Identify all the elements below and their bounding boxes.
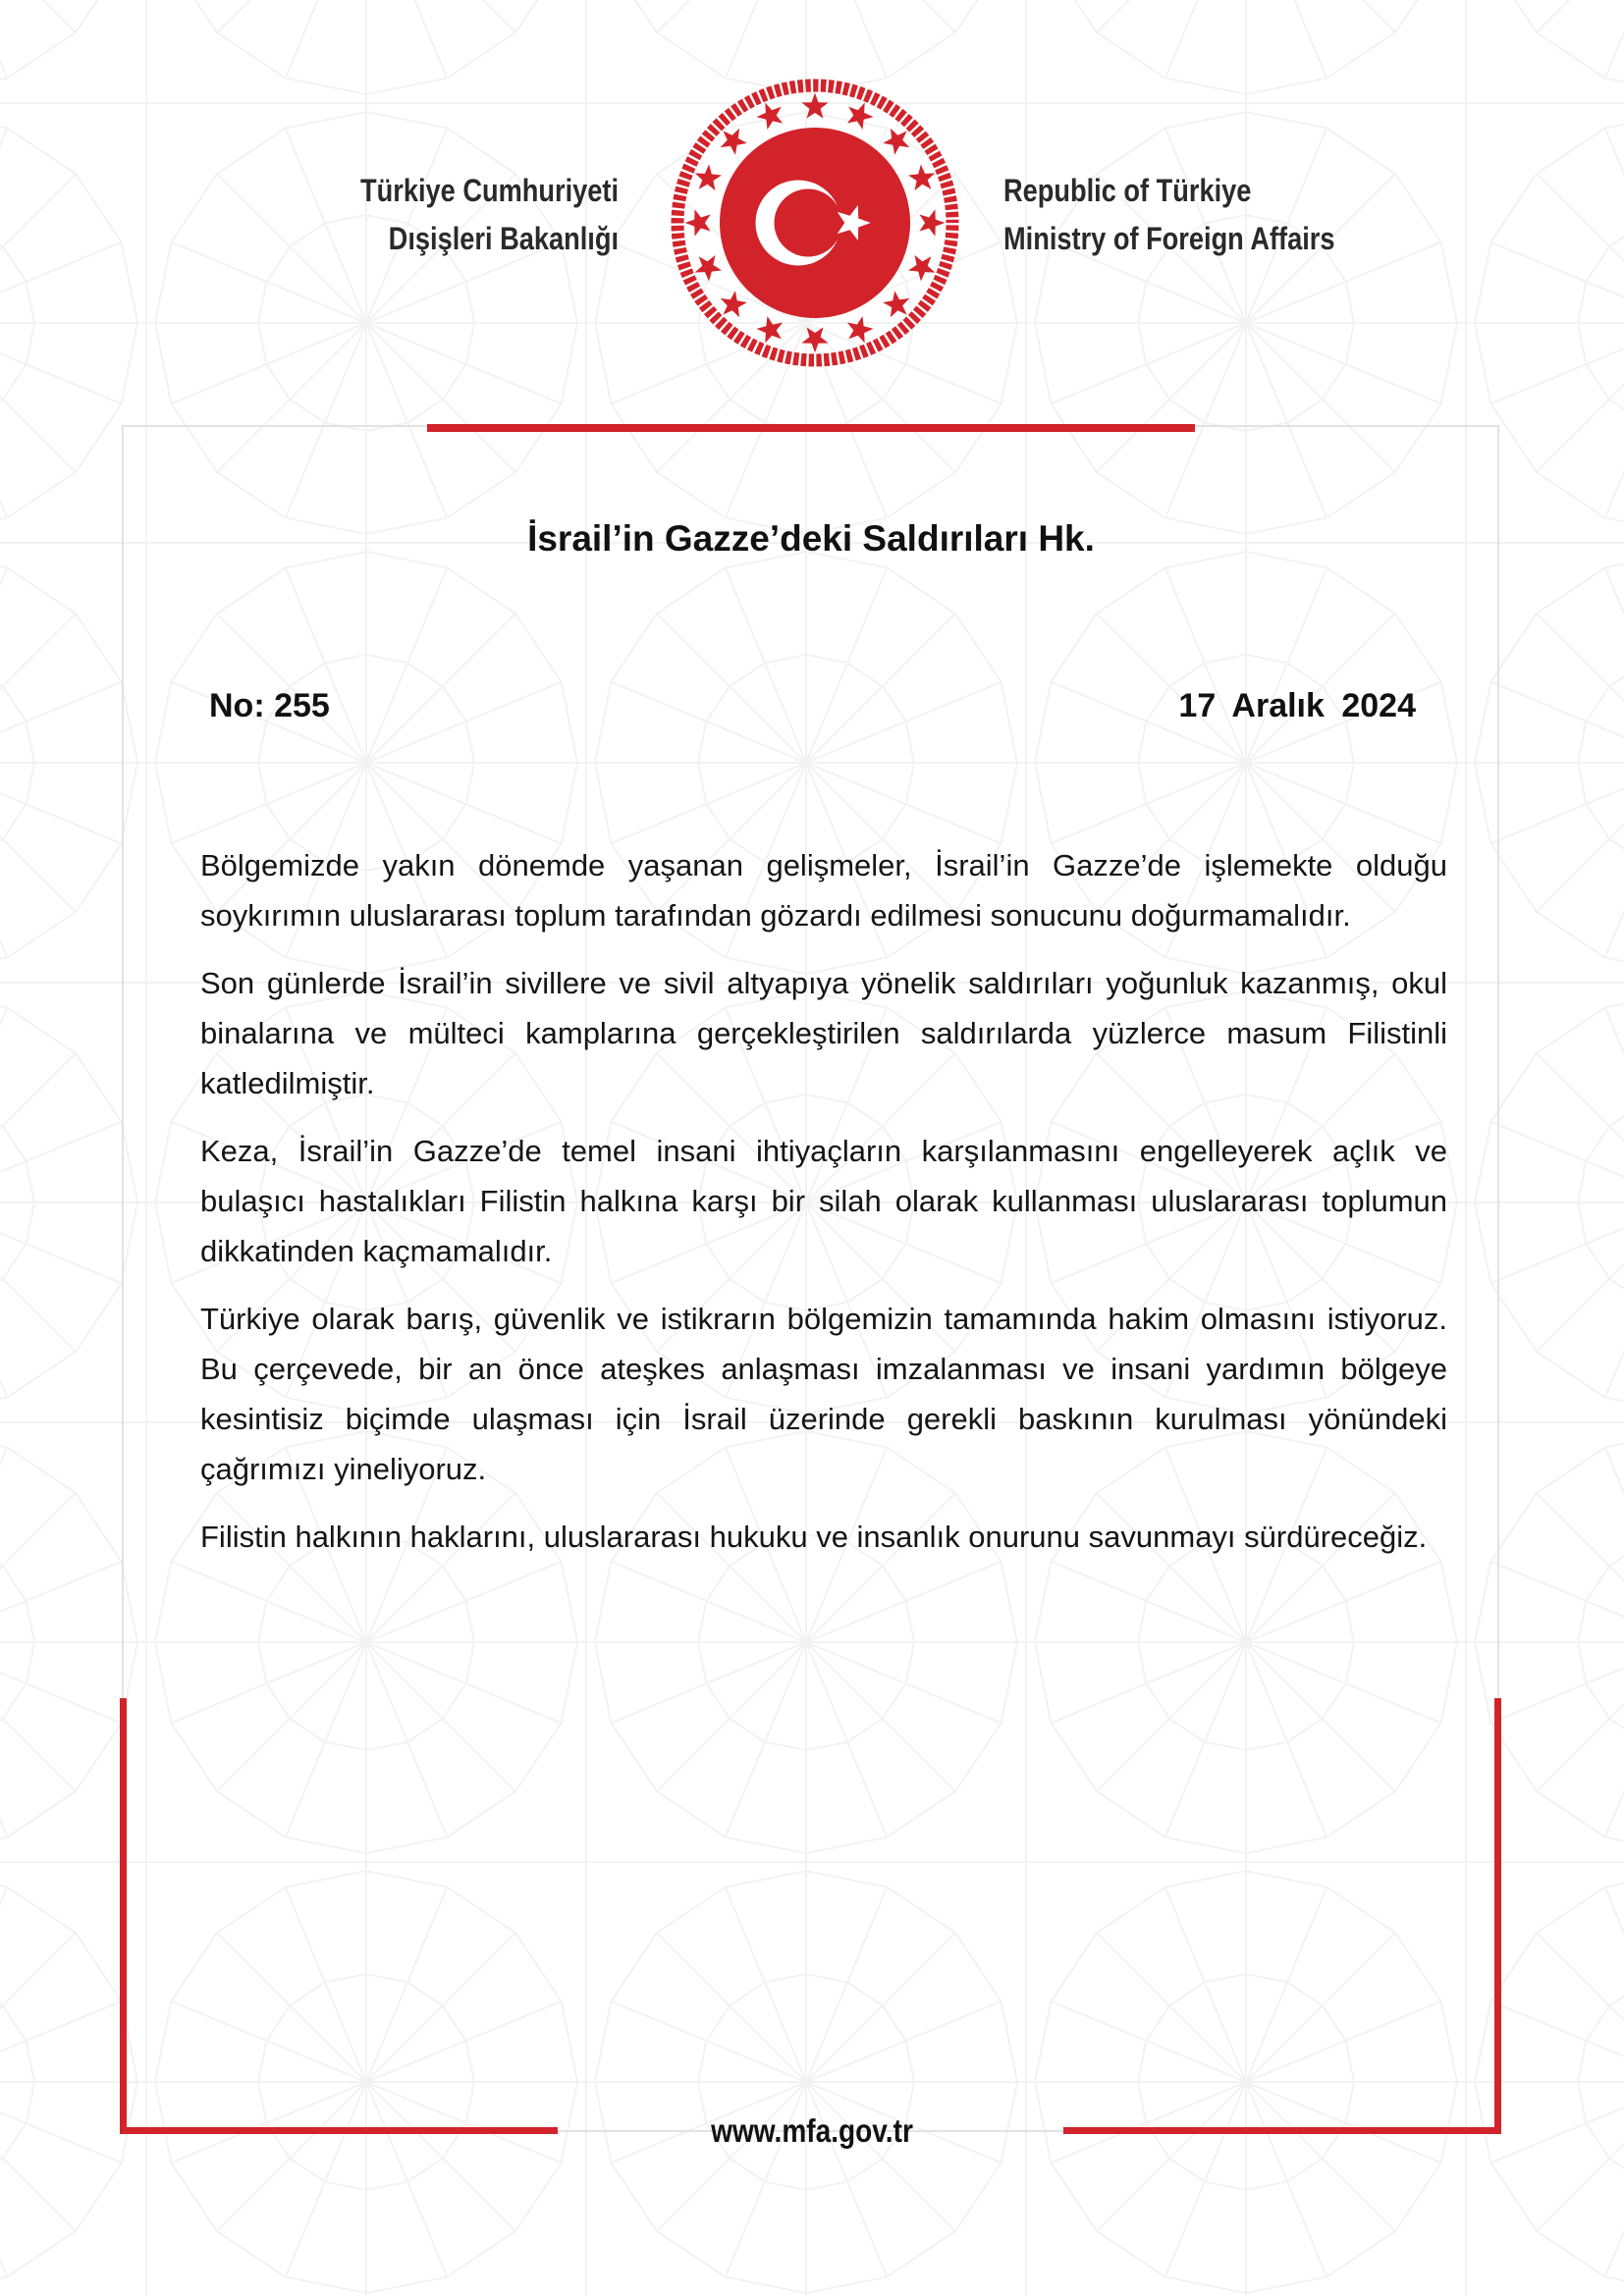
footer-website: www.mfa.gov.tr <box>711 2112 913 2149</box>
release-date: 17 Aralık 2024 <box>1178 687 1416 724</box>
paragraph: Keza, İsrail’in Gazze’de temel insani ihtiyaçların karşılanmasını engelleyerek açlık ve bulaşıcı hastalıkları Filistin halkına karşı bir silah olarak kullanması uluslararası toplumun dikkatinden kaçmamalıdır. <box>200 1134 1447 1268</box>
paragraph: Filistin halkının haklarını, uluslararası hukuku ve insanlık onurunu savunmayı sürdüreceğiz. <box>200 1520 1428 1554</box>
left-accent-line <box>120 1698 127 2134</box>
release-body <box>200 840 1447 1579</box>
ministry-title-turkish-line1: Türkiye Cumhuriyeti <box>360 173 619 208</box>
ministry-title-english-line2: Ministry of Foreign Affairs <box>1003 221 1335 256</box>
right-accent-line <box>1494 1698 1501 2134</box>
release-meta-row <box>209 687 1416 725</box>
ministry-title-english <box>1003 167 1404 263</box>
turkish-mfa-emblem-icon <box>664 72 966 374</box>
press-release-title: İsrail’in Gazze’deki Saldırıları Hk. <box>527 518 1095 559</box>
top-accent-bar <box>427 424 1195 432</box>
paragraph: Son günlerde İsrail’in sivillere ve sivil altyapıya yönelik saldırıları yoğunluk kazanmış, okul binalarına ve mülteci kamplarına gerçekleştirilen saldırılarda yüzlerce masum Filistinli katledilmiştir. <box>200 966 1447 1100</box>
ministry-title-english-line1: Republic of Türkiye <box>1003 173 1252 208</box>
release-number: No: 255 <box>209 687 330 724</box>
ministry-title-turkish <box>218 167 619 263</box>
ministry-title-turkish-line2: Dışişleri Bakanlığı <box>388 221 619 256</box>
paragraph: Bölgemizde yakın dönemde yaşanan gelişmeler, İsrail’in Gazze’de işlemekte olduğu soykırımın uluslararası toplum tarafından gözardı edilmesi sonucunu doğurmamalıdır. <box>200 848 1447 933</box>
paragraph: Türkiye olarak barış, güvenlik ve istikrarın bölgemizin tamamında hakim olmasını istiyoruz. Bu çerçevede, bir an önce ateşkes anlaşması imzalanması ve insani yardımın bölgeye kesintisiz biçimde ulaşması için İsrail üzerinde gerekli baskının kurulması yönündeki çağrımızı yineliyoruz. <box>200 1302 1447 1486</box>
